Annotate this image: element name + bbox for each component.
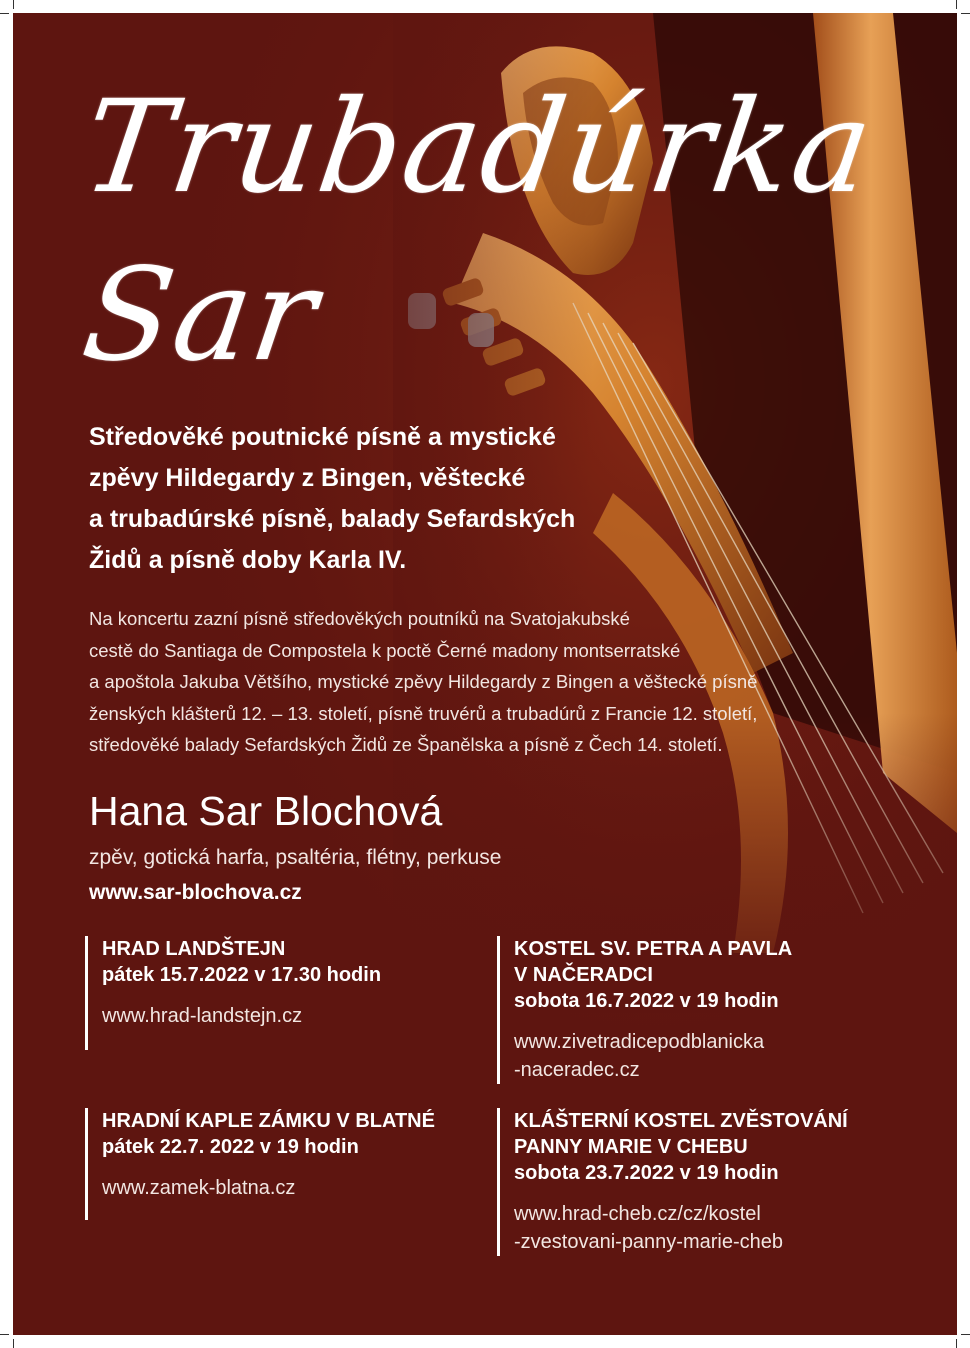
event-blatna <box>85 1108 435 1220</box>
event-venue: HRAD LANDŠTEJN <box>102 938 286 960</box>
event-website-link[interactable] <box>514 1028 792 1084</box>
performer-website-link[interactable]: www.sar-blochova.cz <box>89 881 302 904</box>
crop-mark <box>0 13 9 14</box>
crop-mark <box>956 1339 957 1348</box>
crop-mark <box>961 13 970 14</box>
description-line: ženských klášterů 12. – 13. století, písně truvérů a trubadúrů z Francie 12. století, <box>89 702 758 724</box>
description-line: a apoštola Jakuba Většího, mystické zpěvy Hildegardy z Bingen a věštecké písně <box>89 671 758 692</box>
poster-title-line2: Sar <box>74 241 327 390</box>
event-cheb <box>497 1108 848 1256</box>
event-date: pátek 15.7.2022 v 17.30 hodin <box>102 964 382 986</box>
event-url-line: www.zamek-blatna.cz <box>102 1177 296 1199</box>
event-date: sobota 23.7.2022 v 19 hodin <box>514 1162 779 1184</box>
event-venue: KOSTEL SV. PETRA A PAVLA <box>514 938 793 960</box>
performer-name: Hana Sar Blochová <box>89 788 443 834</box>
event-url-line: www.hrad-cheb.cz/cz/kostel <box>514 1203 761 1225</box>
event-url-line: -naceradec.cz <box>514 1059 640 1081</box>
subtitle-line: a trubadúrské písně, balady Sefardských <box>89 505 576 533</box>
concert-poster <box>13 13 957 1335</box>
event-naceradec <box>497 936 792 1084</box>
description-line: cestě do Santiaga de Compostela k poctě Černé madony montserratské <box>89 639 681 661</box>
event-date: pátek 22.7. 2022 v 19 hodin <box>102 1136 359 1158</box>
crop-mark <box>956 0 957 9</box>
event-venue: KLÁŠTERNÍ KOSTEL ZVĚSTOVÁNÍ <box>514 1110 848 1132</box>
poster-title-line1: Trubadúrka <box>74 73 883 222</box>
crop-mark <box>0 1334 9 1335</box>
event-venue: V NAČERADCI <box>514 964 653 986</box>
event-date: sobota 16.7.2022 v 19 hodin <box>514 990 779 1012</box>
event-landstejn <box>85 936 381 1050</box>
event-url-line: www.hrad-landstejn.cz <box>102 1005 303 1027</box>
subtitle-line: zpěvy Hildegardy z Bingen, věštecké <box>89 464 526 492</box>
event-url-line: -zvestovani-panny-marie-cheb <box>514 1231 784 1253</box>
description-line: středověké balady Sefardských Židů ze Španělska a písně z Čech 14. století. <box>89 734 723 755</box>
subtitle <box>89 417 729 581</box>
event-website-link[interactable] <box>102 1002 381 1030</box>
event-venue: HRADNÍ KAPLE ZÁMKU V BLATNÉ <box>102 1110 435 1132</box>
subtitle-line: Židů a písně doby Karla IV. <box>89 546 407 574</box>
event-venue: PANNY MARIE V CHEBU <box>514 1136 748 1158</box>
description <box>89 603 909 761</box>
event-url-line: www.zivetradicepodblanicka <box>514 1031 765 1053</box>
performer-instruments: zpěv, gotická harfa, psaltéria, flétny, perkuse <box>89 846 502 869</box>
description-line: Na koncertu zazní písně středověkých poutníků na Svatojakubské <box>89 608 630 629</box>
event-website-link[interactable] <box>102 1174 435 1202</box>
crop-mark <box>961 1334 970 1335</box>
subtitle-line: Středověké poutnické písně a mystické <box>89 423 556 451</box>
crop-mark <box>13 1339 14 1348</box>
crop-mark <box>13 0 14 9</box>
event-website-link[interactable] <box>514 1200 848 1256</box>
